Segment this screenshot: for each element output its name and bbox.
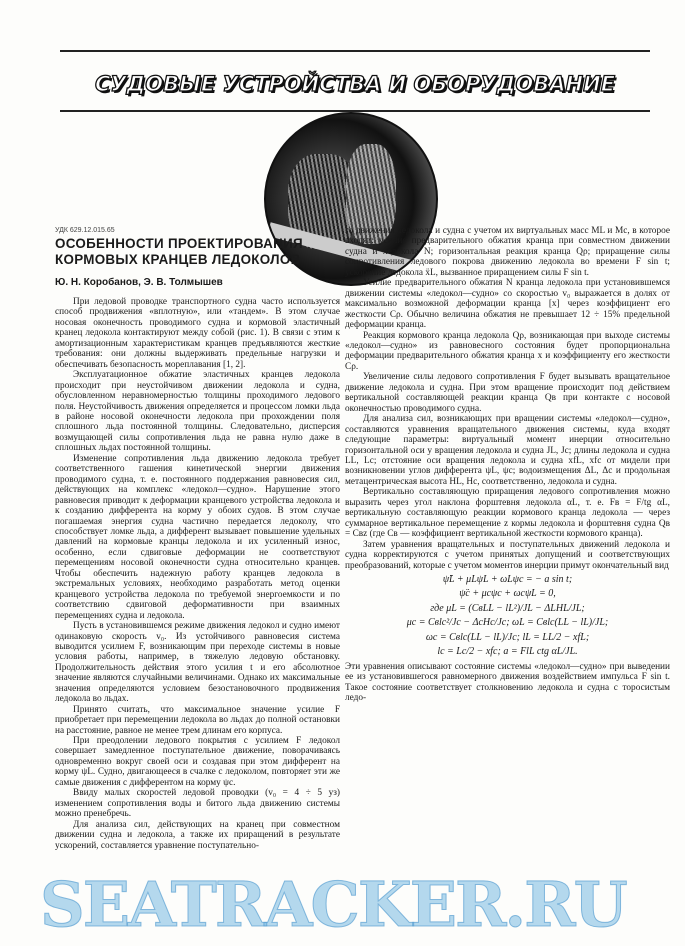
paragraph: При преодолении ледового покрытия с усилием F ледокол совершает замедленное поступательное движение, поворачиваясь одновременно вокруг своей оси и создавая при этом дифферент на корму ψL. Судно, двигающееся в счалке с ледоколом, повторяет эти же самые движения с дифферентом на корму ψc.: [55, 736, 340, 788]
equation: ψ̈c + μcψc + ωcψL = 0,: [459, 588, 556, 600]
paragraph: Увеличение силы ледового сопротивления F будет вызывать вращательное движение ледокола и судна. При этом вращение происходит под действием вертикальной составляющей реакции кранца Qв при контакте с носовой оконечностью проводимого судна.: [345, 372, 670, 414]
equation: где μL = (CвLL − lL²)/JL − ΔLHL/JL;: [430, 602, 585, 614]
equation: ψ̈L + μLψL + ωLψc = − a sin t;: [442, 573, 573, 585]
section-banner: СУДОВЫЕ УСТРОЙСТВА И ОБОРУДОВАНИЕ: [94, 72, 616, 96]
paragraph: Эксплуатационное обжатие эластичных кранцев ледокола происходит при неустойчивом движении ледокола и судна, обусловленном неравномерностью толщины проходимого ледового поля. Неустойчивость движения определяется и процессом ломки льда в районе носовой оконечности ледокола при прохождении поля сплошного льда постоянной толщины. Следовательно, дисперсия возмущающей силы сопротивления льда не равна нулю даже в сплошных льдах постоянной толщины.: [55, 370, 340, 454]
paragraph: Изменение сопротивления льда движению ледокола требует соответственного гашения кинетической энергии движения проводимого судна, т. е. постоянного поддержания равновесия сил, действующих на комплекс «ледокол—судно». Нарушение этого равновесия приводит к деформации кранцевого устройства ледокола и к созданию дифферента на корму у обоих судов. В этом случае погашаемая энергия судна частично передается ледоколу, что способствует ломке льда, а дифферент вызывает повышение удельных давлений на кормовые кранцы ледокола и их усиленный износ, особенно, если сдвиговые деформации не соответствуют перемещениям носовой оконечности судна относительно кранцев. Чтобы обеспечить надежную работу кранцев ледокола в экстремальных условиях, необходимо разработать метод оценки кранцевого устройства ледокола по требуемой энергоемкости и по соответствию сдвиговой деформативности при взаимных перемещениях судна и ледокола.: [55, 453, 340, 621]
paragraph: Для анализа сил, возникающих при вращении системы «ледокол—судно», составляются уравнения вращательного движения системы, куда входят следующие параметры: виртуальный момент инерции относительно горизонтальной оси y вращения ледокола и судна JL, Jc; длины ледокола и судна LL, Lc; отстояние оси вращения ледокола и судна xfL, xfc от мидели при возникновении углов дифферента ψL, ψc; водоизмещения ΔL, Δc и продольная метацентрическая высота HL, Hc, соответственно, ледокола и судна.: [345, 414, 670, 487]
watermark: SEATRACKER.RU: [40, 868, 626, 941]
equation: ωc = Cвlc(LL − lL)/Jc; lL = LL/2 − xfL;: [425, 631, 590, 643]
paragraph: го движения ледокола и судна с учетом их виртуальных масс ML и Mc, в которое входят: усилие предварительного обжатия кранца при совместном движении судна и ледокола N; горизонтальная реакция кранца Qρ; приращение силы сопротивления ледового покрова движению ледокола во времени F sin t; ускорение ледокола ẍL, вызванное приращением силы F sin t.: [345, 226, 670, 278]
article-authors: Ю. Н. Коробанов, Э. В. Толмышев: [55, 277, 223, 288]
paragraph: При ледовой проводке транспортного судна часто используется способ продвижения «вплотную», или «тандем». В этом случае носовая оконечность проводимого судна и кормовой эластичный кранец ледокола контактируют между собой (рис. 1). В связи с этим к амортизационным характеристикам кранцев предъявляются жесткие требования: они должны выдерживать предельные нагрузки и обеспечивать безопасность мореплавания [1, 2].: [55, 297, 340, 370]
paragraph: Пусть в установившемся режиме движения ледокол и судно имеют одинаковую скорость v₀. Из устойчивого равновесия система выводится усилием F, возникающим при переходе системы в новые условия работы, например, в тяжелую ледовую обстановку. Продолжительность действия этого усилия t и его абсолютное значение являются случайными величинами. Однако их максимальные значения определяются условием безостановочного продвижения ледокола во льдах.: [55, 621, 340, 705]
paragraph: Усилие предварительного обжатия N кранца ледокола при установившемся движении системы «ледокол—судно» со скоростью v₀ выражается в долях от максимально возможной деформации кранца [x] через коэффициент его жесткости Cρ. Обычно величина обжатия не превышает 12 ÷ 15% предельной деформации кранца.: [345, 278, 670, 331]
right-column: [345, 226, 670, 703]
paragraph: Для анализа сил, действующих на кранец при совместном движении судна и ледокола, а также их приращений в результате ускорений, составляется уравнение поступательно-: [55, 819, 340, 851]
left-column: [55, 297, 340, 851]
paragraph: Реакция кормового кранца ледокола Qρ, возникающая при выходе системы «ледокол—судно» из равновесного состояния будет пропорциональна деформации предварительного обжатия кранца x и коэффициенту его жесткости Cρ.: [345, 330, 670, 372]
paragraph: Ввиду малых скоростей ледовой проводки (v₀ = 4 ÷ 5 уз) изменением сопротивления воды и битого льда движению системы можно пренебречь.: [55, 788, 340, 820]
equation: μc = Cвlc²/Jc − ΔcHc/Jc; ωL = Cвlc(LL − lL)/JL;: [406, 617, 609, 629]
article-title: ОСОБЕННОСТИ ПРОЕКТИРОВАНИЯ КОРМОВЫХ КРАНЦЕВ ЛЕДОКОЛОВ: [55, 236, 303, 267]
equation: lc = Lc/2 − xfc; a = FlL ctg αL/JL.: [437, 646, 578, 658]
paragraph: Вертикально составляющую приращения ледового сопротивления можно выразить через угол наклона форштевня ледокола αL, т. е. Fв = F/tg αL, вертикальную составляющую реакции кормового кранца ледокола — через суммарное вертикальное перемещение z кормы ледокола и форштевня судна Qв = Cвz (где Cв — коэффициент вертикальной жесткости кормового кранца).: [345, 487, 670, 540]
banner-top-rule: [60, 50, 650, 52]
udk-code: УДК 629.12.015.65: [55, 227, 115, 234]
paragraph: Затем уравнения вращательных и поступательных движений ледокола и судна корректируются с учетом принятых допущений и соответствующих преобразований, которые с учетом моментов инерции примут окончательный вид: [345, 539, 670, 571]
paragraph: Принято считать, что максимальное значение усилие F приобретает при перемещении ледокола во льдах до полной остановки на расстояние, равное не менее трем длинам его корпуса.: [55, 704, 340, 736]
paragraph: Эти уравнения описывают состояние системы «ледокол—судно» при выведении ее из установившегося равномерного движения воздействием импульса F sin t. Такое состояние соответствует столкновению ледокола и судна с торосистым ледо-: [345, 661, 670, 704]
